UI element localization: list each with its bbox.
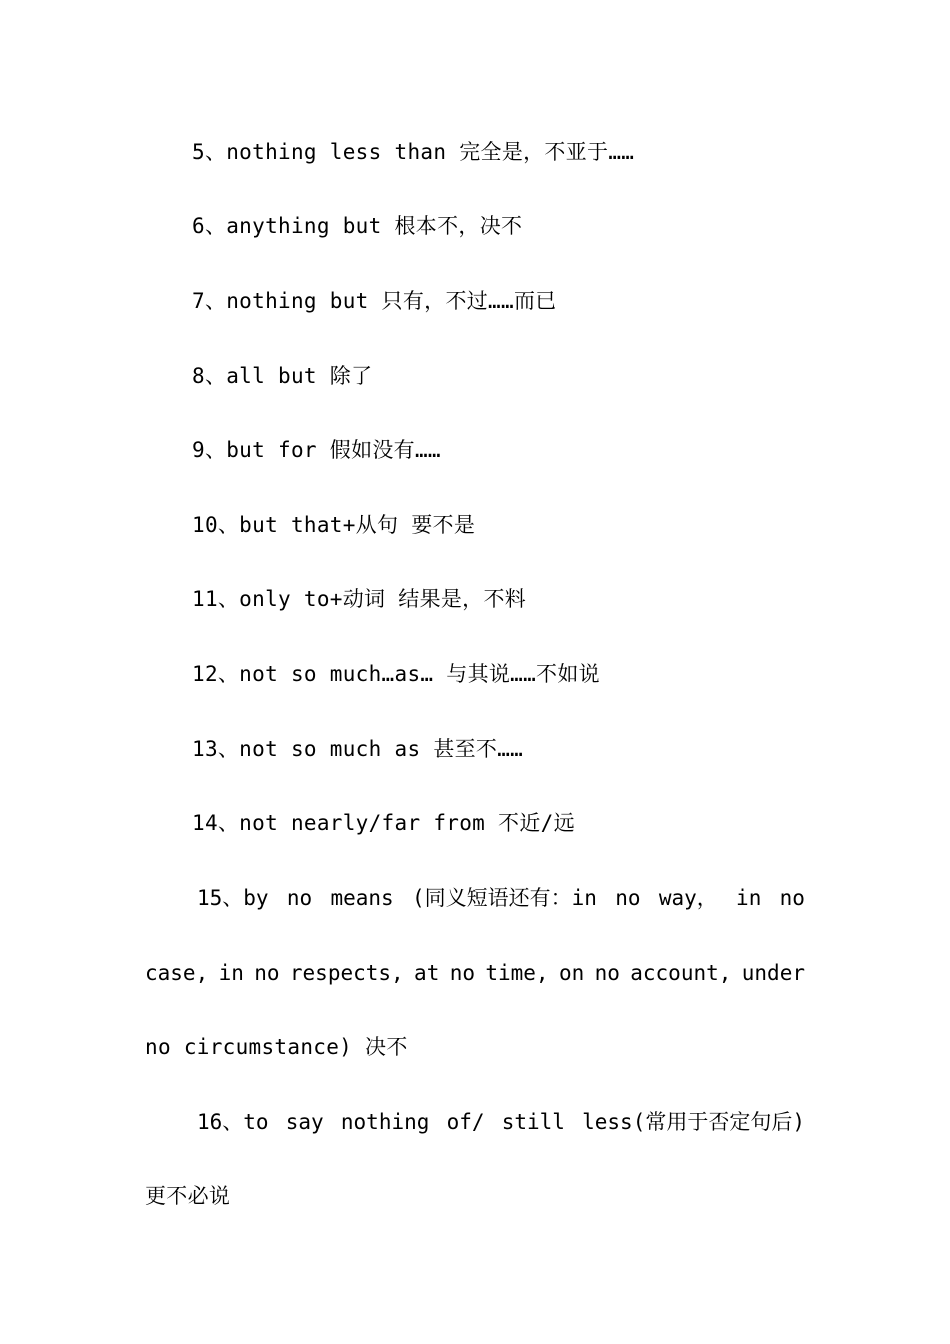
- list-item: 12、not so much…as… 与其说……不如说: [192, 662, 600, 686]
- item-15-line-3: no circumstance) 决不: [145, 1035, 408, 1059]
- item-15-line-2: [145, 959, 805, 987]
- word: less(常用于否定句后): [582, 1110, 805, 1134]
- word: say: [285, 1110, 324, 1134]
- list-item: 11、only to+动词 结果是，不料: [192, 587, 527, 611]
- list-item: 14、not nearly/far from 不近/远: [192, 811, 575, 835]
- word: of/: [446, 1110, 485, 1134]
- list-item: 7、nothing but 只有，不过……而已: [192, 289, 557, 313]
- word: no: [594, 961, 620, 985]
- list-item: 9、but for 假如没有……: [192, 438, 441, 462]
- word: no: [615, 886, 641, 910]
- word: no: [449, 961, 475, 985]
- word: in: [218, 961, 244, 985]
- word: on: [558, 961, 585, 985]
- word: no: [254, 961, 280, 985]
- word: account,: [630, 961, 732, 985]
- word: 15、by: [197, 886, 269, 910]
- word: case,: [145, 961, 209, 985]
- list-item: 10、but that+从句 要不是: [192, 513, 476, 537]
- word: no: [779, 886, 805, 910]
- word: at: [414, 961, 440, 985]
- list-item: 5、nothing less than 完全是，不亚于……: [192, 140, 635, 164]
- list-item: 8、all but 除了: [192, 364, 373, 388]
- word: 16、to: [197, 1110, 269, 1134]
- list-item: 13、not so much as 甚至不……: [192, 737, 524, 761]
- item-16-line-1: [197, 1108, 805, 1136]
- word: time,: [485, 961, 549, 985]
- word: (同义短语还有：in: [411, 886, 597, 910]
- word: nothing: [340, 1110, 430, 1134]
- word: way，: [658, 886, 718, 910]
- word: means: [330, 886, 394, 910]
- word: respects,: [289, 961, 404, 985]
- word: still: [501, 1110, 565, 1134]
- word: no: [286, 886, 313, 910]
- item-15-line-1: [197, 884, 805, 912]
- list-item: 6、anything but 根本不，决不: [192, 214, 523, 238]
- word: under: [741, 961, 805, 985]
- item-16-line-2: 更不必说: [145, 1184, 231, 1208]
- word: in: [736, 886, 762, 910]
